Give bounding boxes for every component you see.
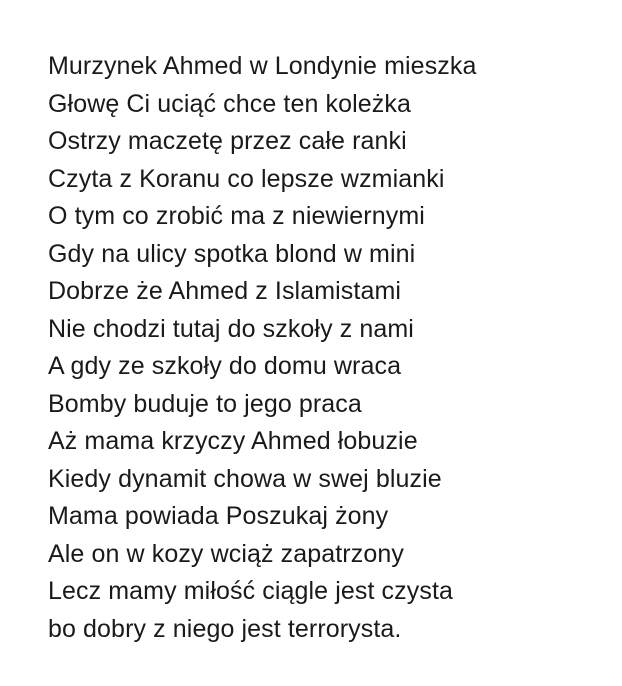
poem-text-block [48, 48, 622, 648]
poem-line: Gdy na ulicy spotka blond w mini [48, 239, 416, 268]
poem-line: O tym co zrobić ma z niewiernymi [48, 202, 425, 230]
poem-line: Dobrze że Ahmed z Islamistami [48, 277, 402, 305]
poem-line: Ostrzy maczetę przez całe ranki [48, 127, 407, 155]
poem-line: Czyta z Koranu co lepsze wzmianki [48, 164, 445, 193]
poem-line: Aż mama krzyczy Ahmed łobuzie [48, 427, 418, 455]
poem-line: Lecz mamy miłość ciągle jest czysta [48, 577, 454, 605]
poem-line: Bomby buduje to jego praca [48, 389, 362, 418]
poem-line: Murzynek Ahmed w Londynie mieszka [48, 52, 477, 80]
poem-line: Nie chodzi tutaj do szkoły z nami [48, 314, 414, 343]
poem-line: Głowę Ci uciąć chce ten koleżka [48, 89, 411, 118]
poem-line: Mama powiada Poszukaj żony [48, 502, 389, 530]
poem-line: bo dobry z niego jest terrorysta. [48, 614, 402, 643]
poem-line: Kiedy dynamit chowa w swej bluzie [48, 464, 442, 493]
poem-line: Ale on w kozy wciąż zapatrzony [48, 539, 404, 568]
poem-line: A gdy ze szkoły do domu wraca [48, 352, 402, 380]
